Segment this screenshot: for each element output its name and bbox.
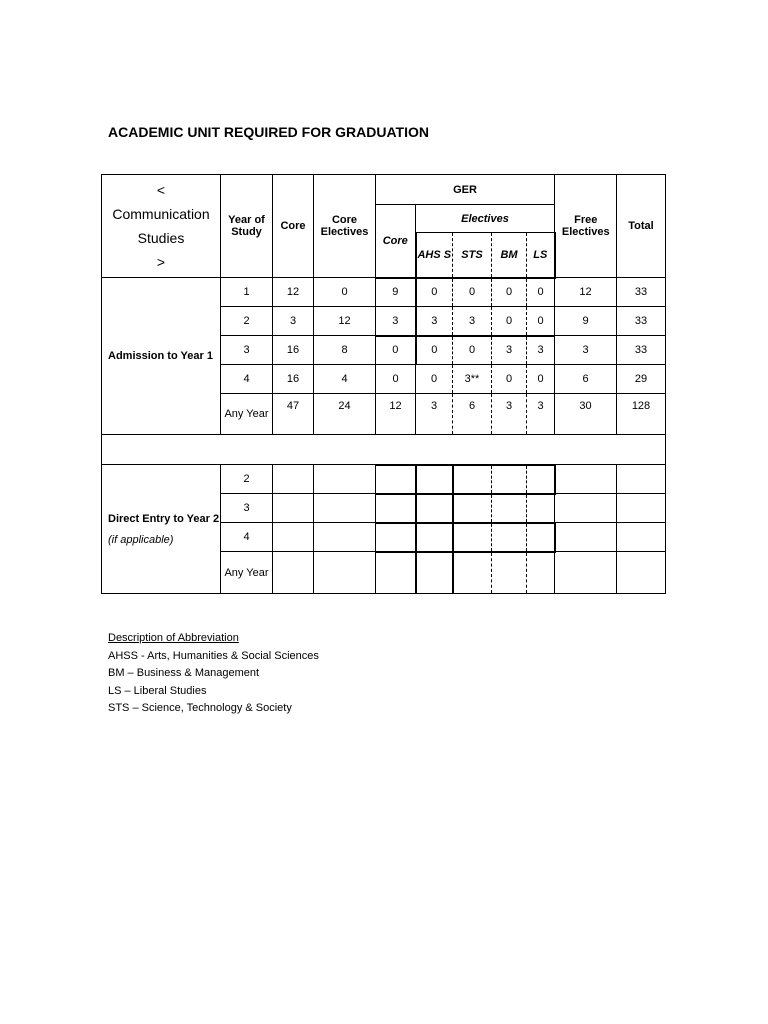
cell-bm [492,552,527,594]
abbreviation-item: AHSS - Arts, Humanities & Social Sciences [108,649,319,662]
cell-total: 33 [617,336,666,365]
cell-core [273,552,314,594]
cell-bm: 3 [492,394,527,435]
cell-total [617,523,666,552]
cell-core-electives: 24 [314,394,376,435]
cell-ls: 0 [527,278,555,307]
cell-ger-core: 0 [376,336,416,365]
cell-total: 128 [617,394,666,435]
header-ger-core: Core [376,205,416,278]
cell-ahss [416,465,453,494]
cell-core: 47 [273,394,314,435]
cell-free-electives: 12 [555,278,617,307]
cell-year: Any Year [221,552,273,594]
cell-bm: 0 [492,307,527,336]
header-sts: STS [453,233,492,278]
cell-ger-core [376,523,416,552]
abbreviation-heading: Description of Abbreviation [108,632,239,644]
abbreviation-item: LS – Liberal Studies [108,684,207,697]
cell-ger-core: 12 [376,394,416,435]
cell-ahss [416,494,453,523]
header-ls: LS [527,233,555,278]
cell-bm: 0 [492,365,527,394]
header-free-electives: Free Electives [555,175,617,278]
cell-core: 12 [273,278,314,307]
graduation-units-table [101,174,666,594]
cell-core-electives: 12 [314,307,376,336]
cell-sts: 0 [453,336,492,365]
cell-core-electives [314,552,376,594]
cell-free-electives: 3 [555,336,617,365]
cell-core: 16 [273,336,314,365]
graduation-units-table-wrapper [101,174,666,594]
cell-ahss [416,523,453,552]
programme-close: > [156,254,166,270]
page-title: ACADEMIC UNIT REQUIRED FOR GRADUATION [108,124,429,140]
cell-ger-core: 0 [376,365,416,394]
cell-year: 4 [221,365,273,394]
cell-free-electives: 9 [555,307,617,336]
cell-ger-core: 3 [376,307,416,336]
header-electives: Electives [416,205,555,233]
cell-year: Any Year [221,394,273,435]
cell-ger-core [376,552,416,594]
cell-sts [453,523,492,552]
group-direct-entry-year-2 [102,465,221,594]
cell-sts [453,552,492,594]
cell-total [617,465,666,494]
cell-core-electives [314,494,376,523]
group-label: Admission to Year 1 [108,349,213,362]
cell-core: 3 [273,307,314,336]
abbreviation-section [108,630,319,718]
programme-open: < [156,182,166,198]
programme-header [102,175,221,278]
cell-ls: 3 [527,394,555,435]
header-core-electives: Core Electives [314,175,376,278]
cell-core-electives [314,523,376,552]
abbreviation-item: STS – Science, Technology & Society [108,702,292,714]
cell-core-electives: 0 [314,278,376,307]
cell-core-electives: 8 [314,336,376,365]
cell-free-electives [555,494,617,523]
programme-name-line2: Studies [137,230,185,246]
cell-year: 1 [221,278,273,307]
cell-ls [527,552,555,594]
cell-free-electives [555,552,617,594]
cell-sts: 0 [453,278,492,307]
header-year-of-study: Year of Study [221,175,273,278]
cell-ahss: 3 [416,394,453,435]
cell-free-electives [555,465,617,494]
cell-total: 33 [617,307,666,336]
cell-core [273,465,314,494]
cell-ls: 3 [527,336,555,365]
cell-year: 4 [221,523,273,552]
table-row [102,465,666,494]
cell-core: 16 [273,365,314,394]
cell-year: 3 [221,494,273,523]
header-total: Total [617,175,666,278]
spacer-cell [102,435,666,465]
cell-year: 2 [221,465,273,494]
programme-name-line1: Communication [112,206,210,222]
group-note: (if applicable) [108,533,174,546]
cell-core-electives [314,465,376,494]
cell-ahss: 3 [416,307,453,336]
cell-core [273,523,314,552]
cell-bm: 3 [492,336,527,365]
cell-ger-core [376,494,416,523]
cell-free-electives: 6 [555,365,617,394]
header-bm: BM [492,233,527,278]
cell-core [273,494,314,523]
cell-free-electives: 30 [555,394,617,435]
header-ger: GER [376,175,555,205]
cell-sts: 3 [453,307,492,336]
cell-ger-core: 9 [376,278,416,307]
cell-year: 3 [221,336,273,365]
cell-ls [527,494,555,523]
header-ahss: AHS S [416,233,453,278]
cell-total [617,552,666,594]
cell-ls: 0 [527,307,555,336]
cell-total: 33 [617,278,666,307]
spacer-row [102,435,666,465]
cell-ls [527,523,555,552]
cell-bm [492,523,527,552]
cell-sts [453,465,492,494]
cell-ls: 0 [527,365,555,394]
group-label: Direct Entry to Year 2 [108,512,220,525]
cell-ls [527,465,555,494]
group-admission-year-1 [102,278,221,435]
cell-ahss: 0 [416,365,453,394]
cell-core-electives: 4 [314,365,376,394]
cell-ger-core [376,465,416,494]
cell-sts: 3** [453,365,492,394]
header-row-1 [102,175,666,205]
table-row [102,278,666,307]
cell-sts: 6 [453,394,492,435]
abbreviation-item: BM – Business & Management [108,667,260,679]
cell-free-electives [555,523,617,552]
cell-total: 29 [617,365,666,394]
cell-ahss: 0 [416,336,453,365]
cell-bm: 0 [492,278,527,307]
cell-ahss: 0 [416,278,453,307]
cell-year: 2 [221,307,273,336]
cell-bm [492,494,527,523]
cell-total [617,494,666,523]
header-core: Core [273,175,314,278]
cell-ahss [416,552,453,594]
cell-sts [453,494,492,523]
cell-bm [492,465,527,494]
